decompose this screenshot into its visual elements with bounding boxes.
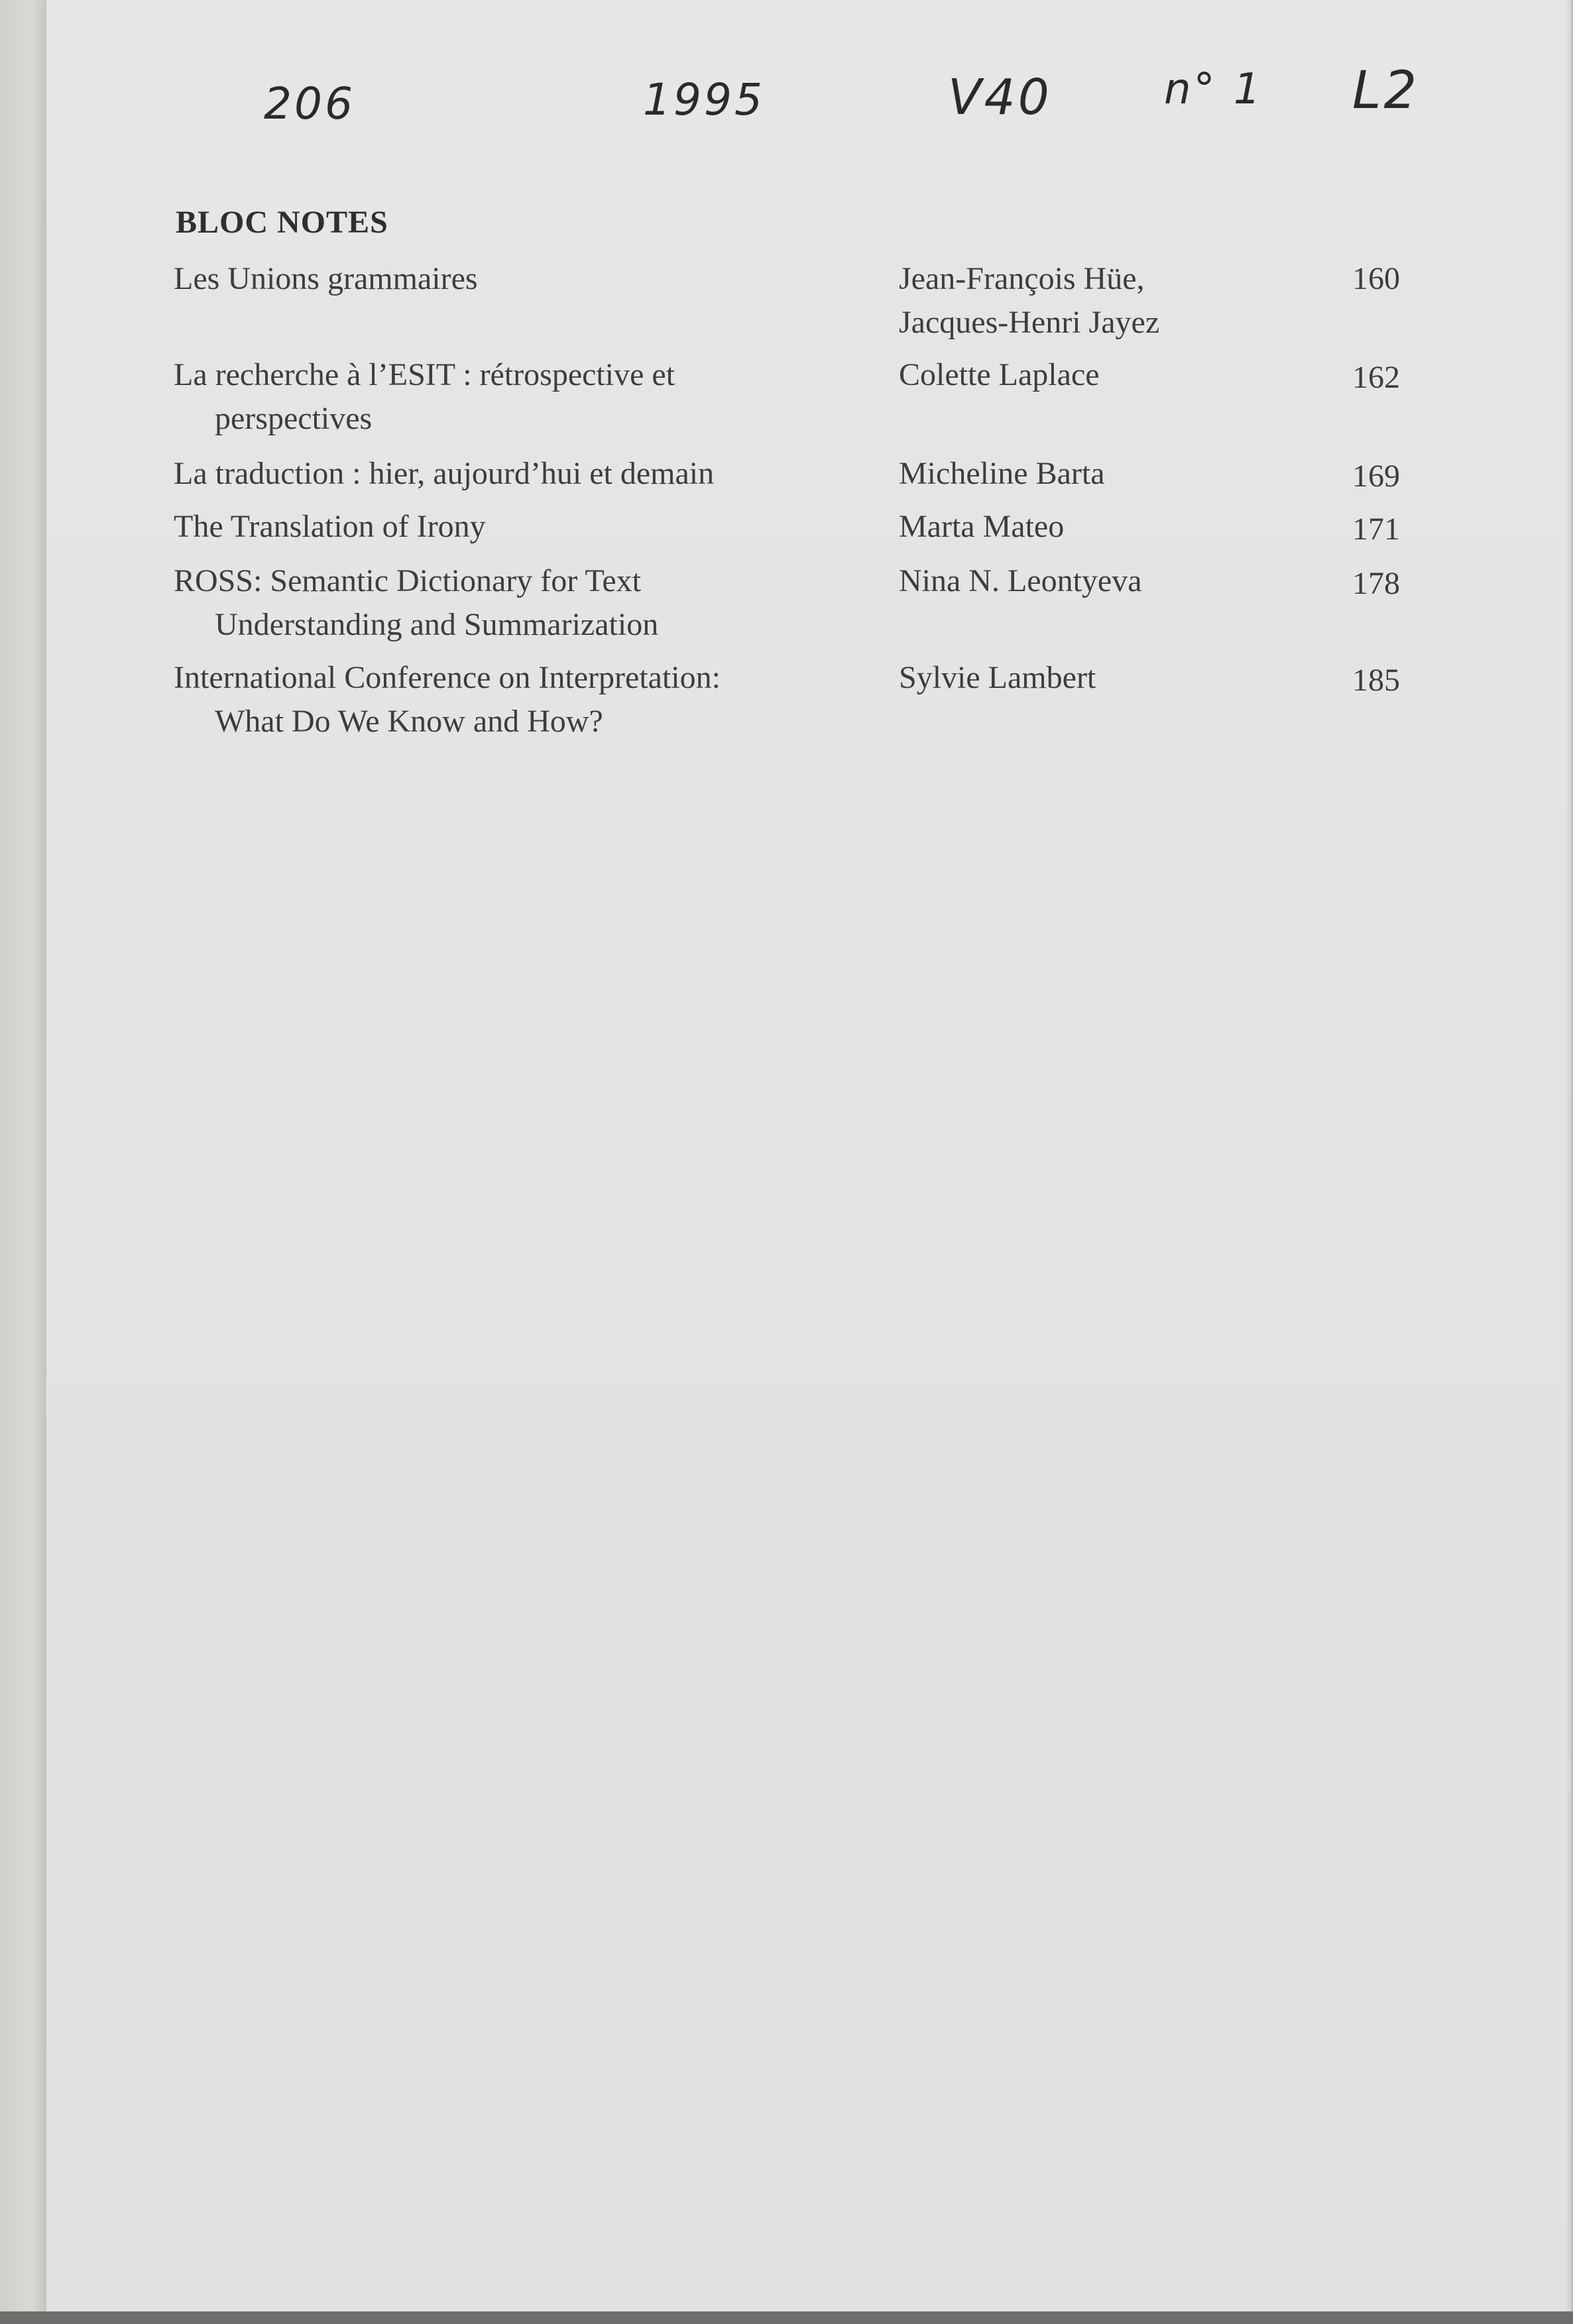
handwritten-note-volume: V40 <box>948 69 1052 126</box>
toc-entry-page: 178 <box>1352 566 1400 601</box>
toc-title-line: La traduction : hier, aujourd’hui et demain <box>174 456 715 491</box>
page-edge-shadow <box>1565 0 1573 2324</box>
toc-entry-page: 162 <box>1352 360 1400 395</box>
toc-title-line: Understanding and Summarization <box>215 607 659 642</box>
toc-author-line: Jacques-Henri Jayez <box>899 305 1160 340</box>
toc-author-line: Sylvie Lambert <box>899 660 1096 695</box>
toc-title-line: ROSS: Semantic Dictionary for Text <box>174 563 641 598</box>
toc-entry-author <box>899 353 1270 397</box>
scan-left-strip <box>0 0 46 2324</box>
toc-entry-author <box>899 452 1270 496</box>
scan-bottom-bar <box>0 2311 1573 2324</box>
toc-entry-author <box>899 505 1270 549</box>
toc-author-line: Colette Laplace <box>899 357 1100 392</box>
toc-entry-title <box>174 505 850 549</box>
toc-entry-author <box>899 257 1270 345</box>
toc-entry-page: 185 <box>1352 663 1400 698</box>
toc-author-line: Nina N. Leontyeva <box>899 563 1142 598</box>
toc-entry-title <box>174 353 850 441</box>
toc-entry-page: 169 <box>1352 459 1400 494</box>
section-title: BLOC NOTES <box>176 205 388 240</box>
toc-title-line: La recherche à l’ESIT : rétrospective et <box>174 357 675 392</box>
toc-title-line: perspectives <box>215 401 373 436</box>
toc-title-line: International Conference on Interpretation: <box>174 660 721 695</box>
handwritten-note-year: 1995 <box>643 74 765 125</box>
toc-entry-title <box>174 656 850 744</box>
handwritten-note-code: L2 <box>1352 61 1420 121</box>
toc-author-line: Jean-François Hüe, <box>899 261 1145 296</box>
toc-entry-title <box>174 559 850 647</box>
toc-entry-title <box>174 452 850 496</box>
toc-entry-title <box>174 257 850 301</box>
toc-author-line: Marta Mateo <box>899 509 1065 544</box>
handwritten-note-issue: n° 1 <box>1164 65 1263 114</box>
toc-entry-author <box>899 559 1270 603</box>
toc-title-line: The Translation of Irony <box>174 509 486 544</box>
toc-title-line: What Do We Know and How? <box>215 704 603 739</box>
document-page <box>46 0 1571 2324</box>
toc-title-line: Les Unions grammaires <box>174 261 478 296</box>
toc-entry-author <box>899 656 1270 700</box>
toc-entry-page: 160 <box>1352 261 1400 296</box>
handwritten-note-number: 206 <box>264 78 355 129</box>
toc-author-line: Micheline Barta <box>899 456 1105 491</box>
toc-entry-page: 171 <box>1352 512 1400 547</box>
